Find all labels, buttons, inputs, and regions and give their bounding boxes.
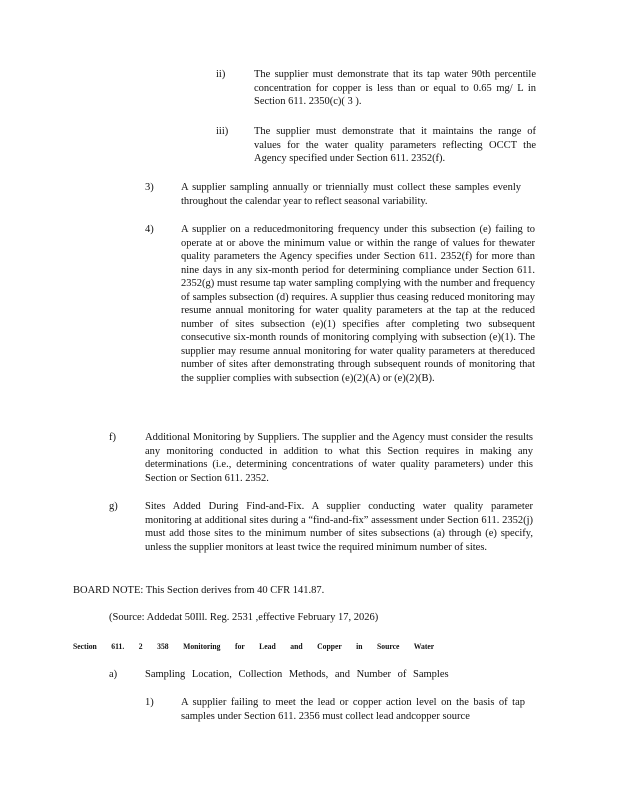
item-4-label: 4): [145, 224, 154, 235]
board-note: BOARD NOTE: This Section derives from 40 CFR 141.87.: [73, 585, 325, 596]
subitem-1-label: 1): [145, 697, 154, 708]
section-heading: Section 611. 2 358 Monitoring for Lead and Copper in Source Water: [73, 641, 435, 651]
item-ii-text: The supplier must demonstrate that its tap water 90th percentile concentration for copper is less than or equal to 0.65 mg/ L in Section 611. 2350(c)( 3 ).: [254, 69, 536, 107]
item-4-text: A supplier on a reducedmonitoring frequency under this subsection (e) failing to operate at or above the minimum value or within the range of values for thewater quality parameters the Agency specifies under Section 611. 2352(f) for more than nine days in any six-month period for determining compliance under Section 611. 2352(g) must resume tap water sampling complying with the number and frequency of samples subsection (d) requires. A supplier thus ceasing reduced monitoring may resume annual monitoring for water quality parameters at the tap at the reduced number of sites subsection (e)(1) specifies after completing two subsequent consecutive six-month rounds of monitoring complying with subsection (e)(1). The supplier may resume annual monitoring for water quality parameters at thereduced number of sites after demonstrating through subsequent rounds of monitoring that the supplier complies with subsection (e)(2)(A) or (e)(2)(B).: [181, 224, 535, 384]
source-note: (Source: Addedat 50Ill. Reg. 2531 ,effective February 17, 2026): [109, 612, 379, 623]
subitem-1-text: A supplier failing to meet the lead or copper action level on the basis of tap samples under Section 611. 2356 must collect lead andcopper source: [181, 697, 525, 722]
subsection-a-title: Sampling Location, Collection Methods, and Number of Samples: [145, 669, 449, 680]
item-3-label: 3): [145, 182, 154, 193]
item-g-label: g): [109, 501, 118, 512]
item-g-text: Sites Added During Find-and-Fix. A supplier conducting water quality parameter monitoring at additional sites during a “find-and-fix” assessment under Section 611. 2352(j) must add those sites to the minimum number of sites subsections (a) through (e) specify, unless the supplier monitors at least twice the required minimum number of sites.: [145, 501, 533, 553]
item-iii-text: The supplier must demonstrate that it maintains the range of values for the water quality parameters reflecting OCCT the Agency specified under Section 611. 2352(f).: [254, 126, 536, 164]
item-f-label: f): [109, 432, 116, 443]
item-iii-label: iii): [216, 126, 229, 137]
item-f-text: Additional Monitoring by Suppliers. The supplier and the Agency must consider the results any monitoring conducted in addition to what this Section requires in making any determinations (i.e., determining concentrations of water quality parameters) under this Section or Section 611. 2352.: [145, 432, 533, 484]
item-ii-label: ii): [216, 69, 226, 80]
subsection-a-label: a): [109, 669, 118, 680]
item-3-text: A supplier sampling annually or triennially must collect these samples evenly throughout the calendar year to reflect seasonal variability.: [181, 182, 521, 207]
